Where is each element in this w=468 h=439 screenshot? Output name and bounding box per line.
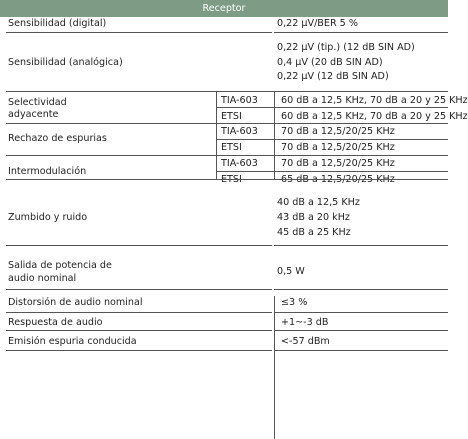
divider [216, 139, 448, 140]
divider [274, 312, 448, 313]
divider [6, 289, 272, 290]
value-spurious-etsi: 70 dB a 12,5/20/25 KHz [281, 142, 395, 153]
divider [274, 296, 275, 439]
std-selectivity-etsi: ETSI [221, 111, 242, 122]
divider [216, 107, 448, 108]
value-intermod-tia: 70 dB a 12,5/20/25 KHz [281, 158, 395, 169]
value-selectivity-tia: 60 dB a 12,5 KHz, 70 dB a 20 y 25 KHz [281, 95, 468, 106]
label-spurious: Rechazo de espurias [8, 133, 107, 144]
divider [6, 312, 272, 313]
std-intermod-etsi: ETSI [221, 174, 242, 185]
divider [274, 91, 275, 179]
label-sens-digital: Sensibilidad (digital) [8, 18, 107, 29]
label-selectivity-2: adyacente [8, 109, 59, 120]
divider [6, 245, 272, 246]
divider [6, 179, 448, 180]
divider [6, 330, 272, 331]
section-header: Receptor [0, 0, 448, 17]
value-audio-response: +1~-3 dB [281, 317, 329, 328]
label-audio-response: Respuesta de audio [8, 317, 103, 328]
label-conducted-spurious: Emisión espuria conducida [8, 336, 137, 347]
std-spurious-tia: TIA-603 [221, 126, 258, 137]
label-audio-power-1: Salida de potencia de [8, 260, 112, 271]
value-sens-analog-2: 0,4 µV (20 dB SIN AD) [277, 57, 383, 68]
divider [274, 289, 448, 290]
value-hum-2: 43 dB a 20 kHz [277, 212, 350, 223]
divider [6, 91, 448, 92]
divider [6, 32, 272, 33]
std-intermod-tia: TIA-603 [221, 158, 258, 169]
value-conducted-spurious: <-57 dBm [281, 336, 330, 347]
divider [216, 171, 448, 172]
value-intermod-etsi: 65 dB a 12,5/20/25 KHz [281, 174, 395, 185]
divider [6, 123, 448, 124]
std-selectivity-tia: TIA-603 [221, 95, 258, 106]
label-hum: Zumbido y ruido [8, 212, 88, 223]
value-hum-1: 40 dB a 12,5 KHz [277, 197, 360, 208]
label-intermod: Intermodulación [8, 166, 87, 177]
label-audio-distortion: Distorsión de audio nominal [8, 297, 143, 308]
value-sens-analog-3: 0,22 µV (12 dB SIN AD) [277, 71, 389, 82]
divider [216, 91, 217, 179]
divider [274, 350, 448, 351]
value-sens-digital: 0,22 µV/BER 5 % [277, 18, 358, 29]
label-selectivity-1: Selectividad [8, 97, 67, 108]
value-audio-distortion: ≤3 % [281, 297, 308, 308]
divider [274, 245, 448, 246]
value-spurious-tia: 70 dB a 12,5/20/25 KHz [281, 126, 395, 137]
divider [274, 32, 448, 33]
std-spurious-etsi: ETSI [221, 142, 242, 153]
divider [274, 330, 448, 331]
label-sens-analog: Sensibilidad (analógica) [8, 57, 123, 68]
value-sens-analog-1: 0,22 µV (tip.) (12 dB SIN AD) [277, 42, 415, 53]
label-audio-power-2: audio nominal [8, 273, 77, 284]
value-audio-power: 0,5 W [277, 266, 305, 277]
value-hum-3: 45 dB a 25 KHz [277, 227, 351, 238]
divider [6, 350, 272, 351]
divider [6, 155, 448, 156]
value-selectivity-etsi: 60 dB a 12,5 KHz, 70 dB a 20 y 25 KHz [281, 111, 468, 122]
